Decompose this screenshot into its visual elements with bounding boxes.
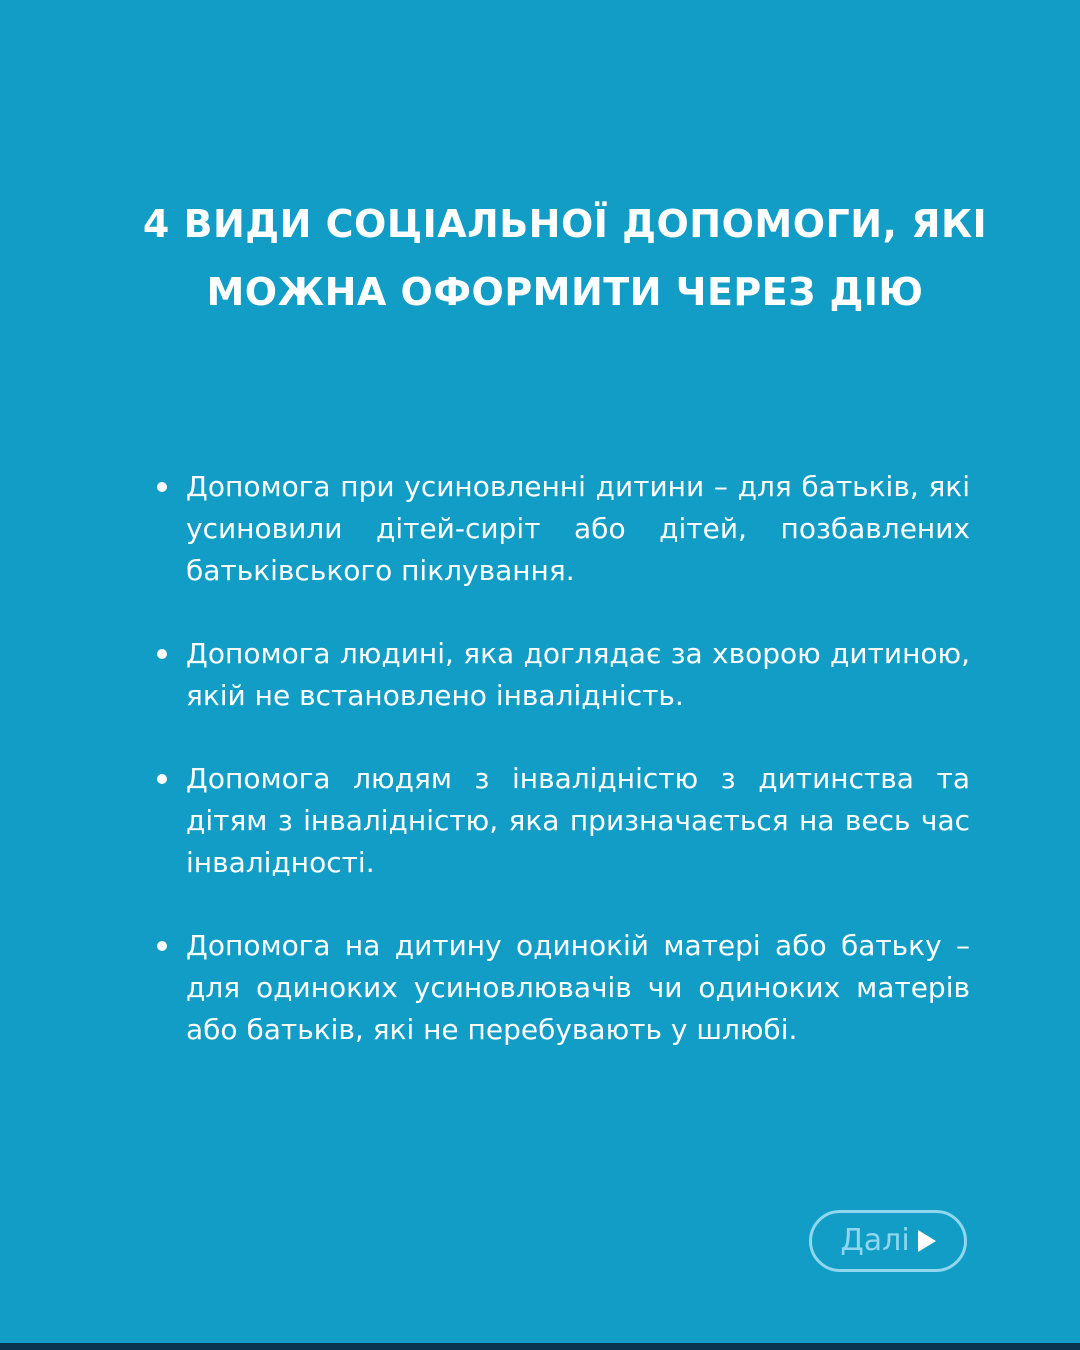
benefit-text: Допомога людям з інвалідністю з дитинства та дітям з інвалідністю, яка призначається на весь час інвалідності.: [186, 762, 970, 879]
bottom-bar: [0, 1343, 1080, 1350]
title-line-1: 4 ВИДИ СОЦІАЛЬНОЇ ДОПОМОГИ, ЯКІ: [142, 202, 988, 246]
bullet-icon: [157, 941, 167, 951]
benefits-list: [155, 466, 970, 1051]
benefit-text: Допомога людині, яка доглядає за хворою дитиною, якій не встановлено інвалідність.: [186, 637, 970, 712]
slide-title: [120, 190, 1010, 326]
bullet-icon: [157, 482, 167, 492]
benefit-item-disability: [155, 758, 970, 884]
benefit-item-single-parent: [155, 925, 970, 1051]
benefit-item-sick-child-care: [155, 633, 970, 717]
benefit-text: Допомога при усиновленні дитини – для батьків, які усиновили дітей-сиріт або дітей, позбавлених батьківського піклування.: [186, 470, 970, 587]
title-line-2: МОЖНА ОФОРМИТИ ЧЕРЕЗ ДІЮ: [206, 270, 924, 314]
benefit-text: Допомога на дитину одинокій матері або батьку – для одиноких усиновлювачів чи одиноких матерів або батьків, які не перебувають у шлюбі.: [186, 929, 970, 1046]
next-button-label: Далі: [840, 1223, 910, 1258]
benefit-item-adoption: [155, 466, 970, 592]
next-button[interactable]: [809, 1210, 967, 1272]
play-icon: [918, 1230, 936, 1252]
bullet-icon: [157, 774, 167, 784]
bullet-icon: [157, 649, 167, 659]
